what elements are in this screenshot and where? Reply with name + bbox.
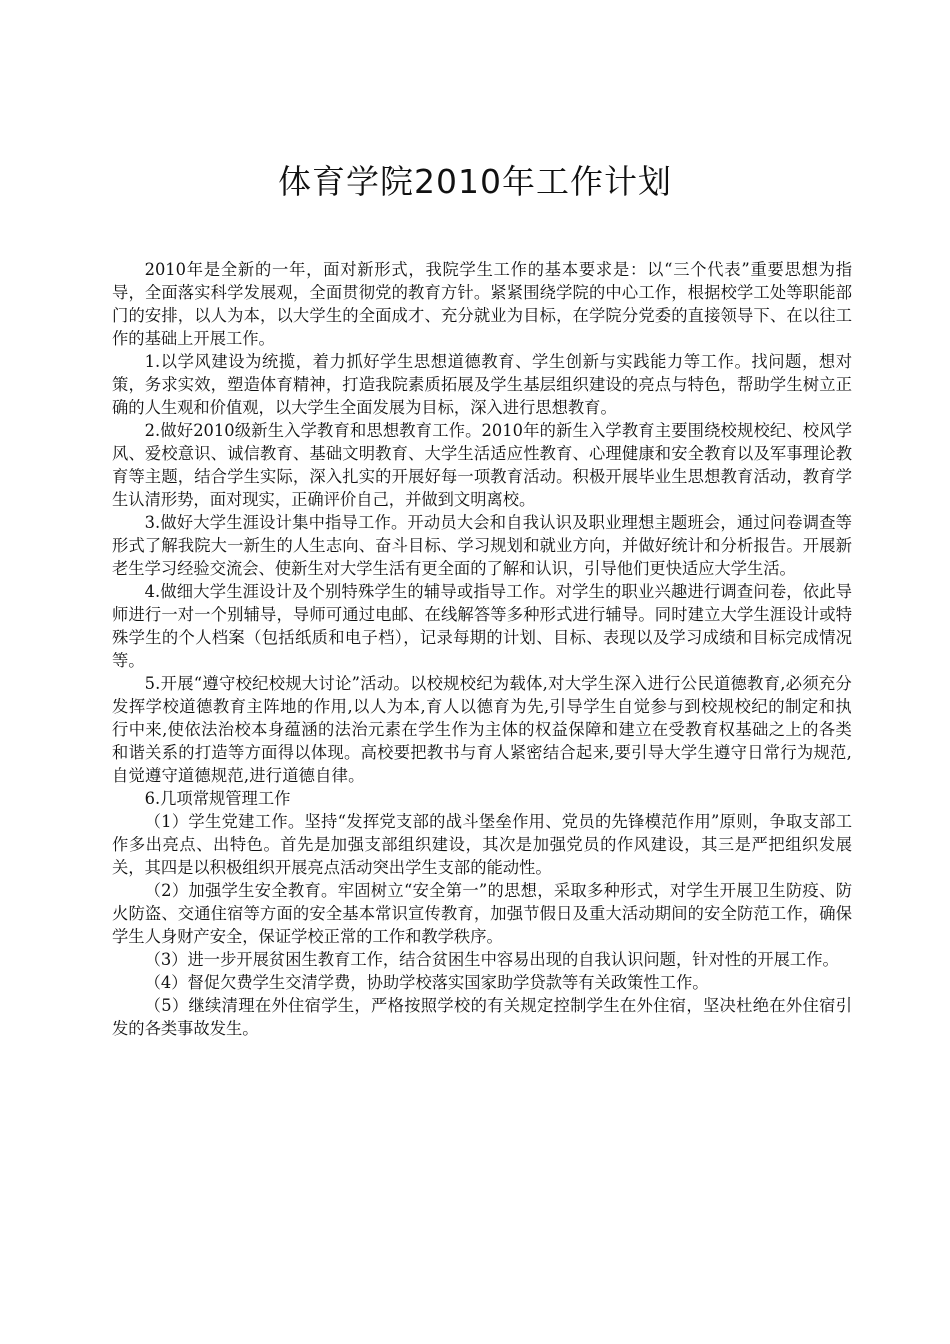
item-3-paragraph: （3）进一步开展贫困生教育工作，结合贫困生中容易出现的自我认识问题，针对性的开展工作。 xyxy=(144,950,839,969)
section-5-paragraph: 5.开展“遵守校纪校规大讨论”活动。以校规校纪为载体,对大学生深入进行公民道德教育,必须充分发挥学校道德教育主阵地的作用,以人为本,育人以德育为先,引导学生自觉参与到校规校纪的制定和执行中来,使依法治校本身蕴涵的法治元素在学生作为主体的权益保障和建立在受教育权基础之上的各类和谐关系的打造等方面得以体现。高校要把教书与育人紧密结合起来,要引导大学生遵守日常行为规范,自觉遵守道德规范,进行道德自律。 xyxy=(112,674,852,785)
item-5-paragraph: （5）继续清理在外住宿学生，严格按照学校的有关规定控制学生在外住宿，坚决杜绝在外住宿引发的各类事故发生。 xyxy=(112,996,852,1038)
document-body xyxy=(112,258,852,1040)
intro-paragraph: 2010年是全新的一年，面对新形式，我院学生工作的基本要求是：以“三个代表”重要思想为指导，全面落实科学发展观，全面贯彻党的教育方针。紧紧围绕学院的中心工作，根据校学工处等职能部门的安排，以人为本，以大学生的全面成才、充分就业为目标，在学院分党委的直接领导下、在以往工作的基础上开展工作。 xyxy=(112,260,852,348)
section-6-heading: 6.几项常规管理工作 xyxy=(144,789,291,808)
item-1-paragraph: （1）学生党建工作。坚持“发挥党支部的战斗堡垒作用、党员的先锋模范作用”原则，争取支部工作多出亮点、出特色。首先是加强支部组织建设，其次是加强党员的作风建设，其三是严把组织发展关，其四是以积极组织开展亮点活动突出学生支部的能动性。 xyxy=(112,812,852,877)
section-3-paragraph: 3.做好大学生涯设计集中指导工作。开动员大会和自我认识及职业理想主题班会，通过问卷调查等形式了解我院大一新生的人生志向、奋斗目标、学习规划和就业方向，并做好统计和分析报告。开展新老生学习经验交流会、使新生对大学生活有更全面的了解和认识，引导他们更快适应大学生活。 xyxy=(112,513,852,578)
item-4-paragraph: （4）督促欠费学生交清学费，协助学校落实国家助学贷款等有关政策性工作。 xyxy=(144,973,709,992)
section-2-paragraph: 2.做好2010级新生入学教育和思想教育工作。2010年的新生入学教育主要围绕校规校纪、校风学风、爱校意识、诚信教育、基础文明教育、大学生活适应性教育、心理健康和安全教育以及军事理论教育等主题，结合学生实际，深入扎实的开展好每一项教育活动。积极开展毕业生思想教育活动，教育学生认清形势，面对现实，正确评价自己，并做到文明离校。 xyxy=(112,421,852,509)
section-1-paragraph: 1.以学风建设为统揽，着力抓好学生思想道德教育、学生创新与实践能力等工作。找问题，想对策，务求实效，塑造体育精神，打造我院素质拓展及学生基层组织建设的亮点与特色，帮助学生树立正确的人生观和价值观，以大学生全面发展为目标，深入进行思想教育。 xyxy=(112,352,852,417)
section-4-paragraph: 4.做细大学生涯设计及个别特殊学生的辅导或指导工作。对学生的职业兴趣进行调查问卷，依此导师进行一对一个别辅导，导师可通过电邮、在线解答等多种形式进行辅导。同时建立大学生涯设计或特殊学生的个人档案（包括纸质和电子档），记录每期的计划、目标、表现以及学习成绩和目标完成情况等。 xyxy=(112,582,852,670)
item-2-paragraph: （2）加强学生安全教育。牢固树立“安全第一”的思想，采取多种形式，对学生开展卫生防疫、防火防盗、交通住宿等方面的安全基本常识宣传教育，加强节假日及重大活动期间的安全防范工作，确保学生人身财产安全，保证学校正常的工作和教学秩序。 xyxy=(112,881,852,946)
page-title: 体育学院2010年工作计划 xyxy=(278,162,672,201)
